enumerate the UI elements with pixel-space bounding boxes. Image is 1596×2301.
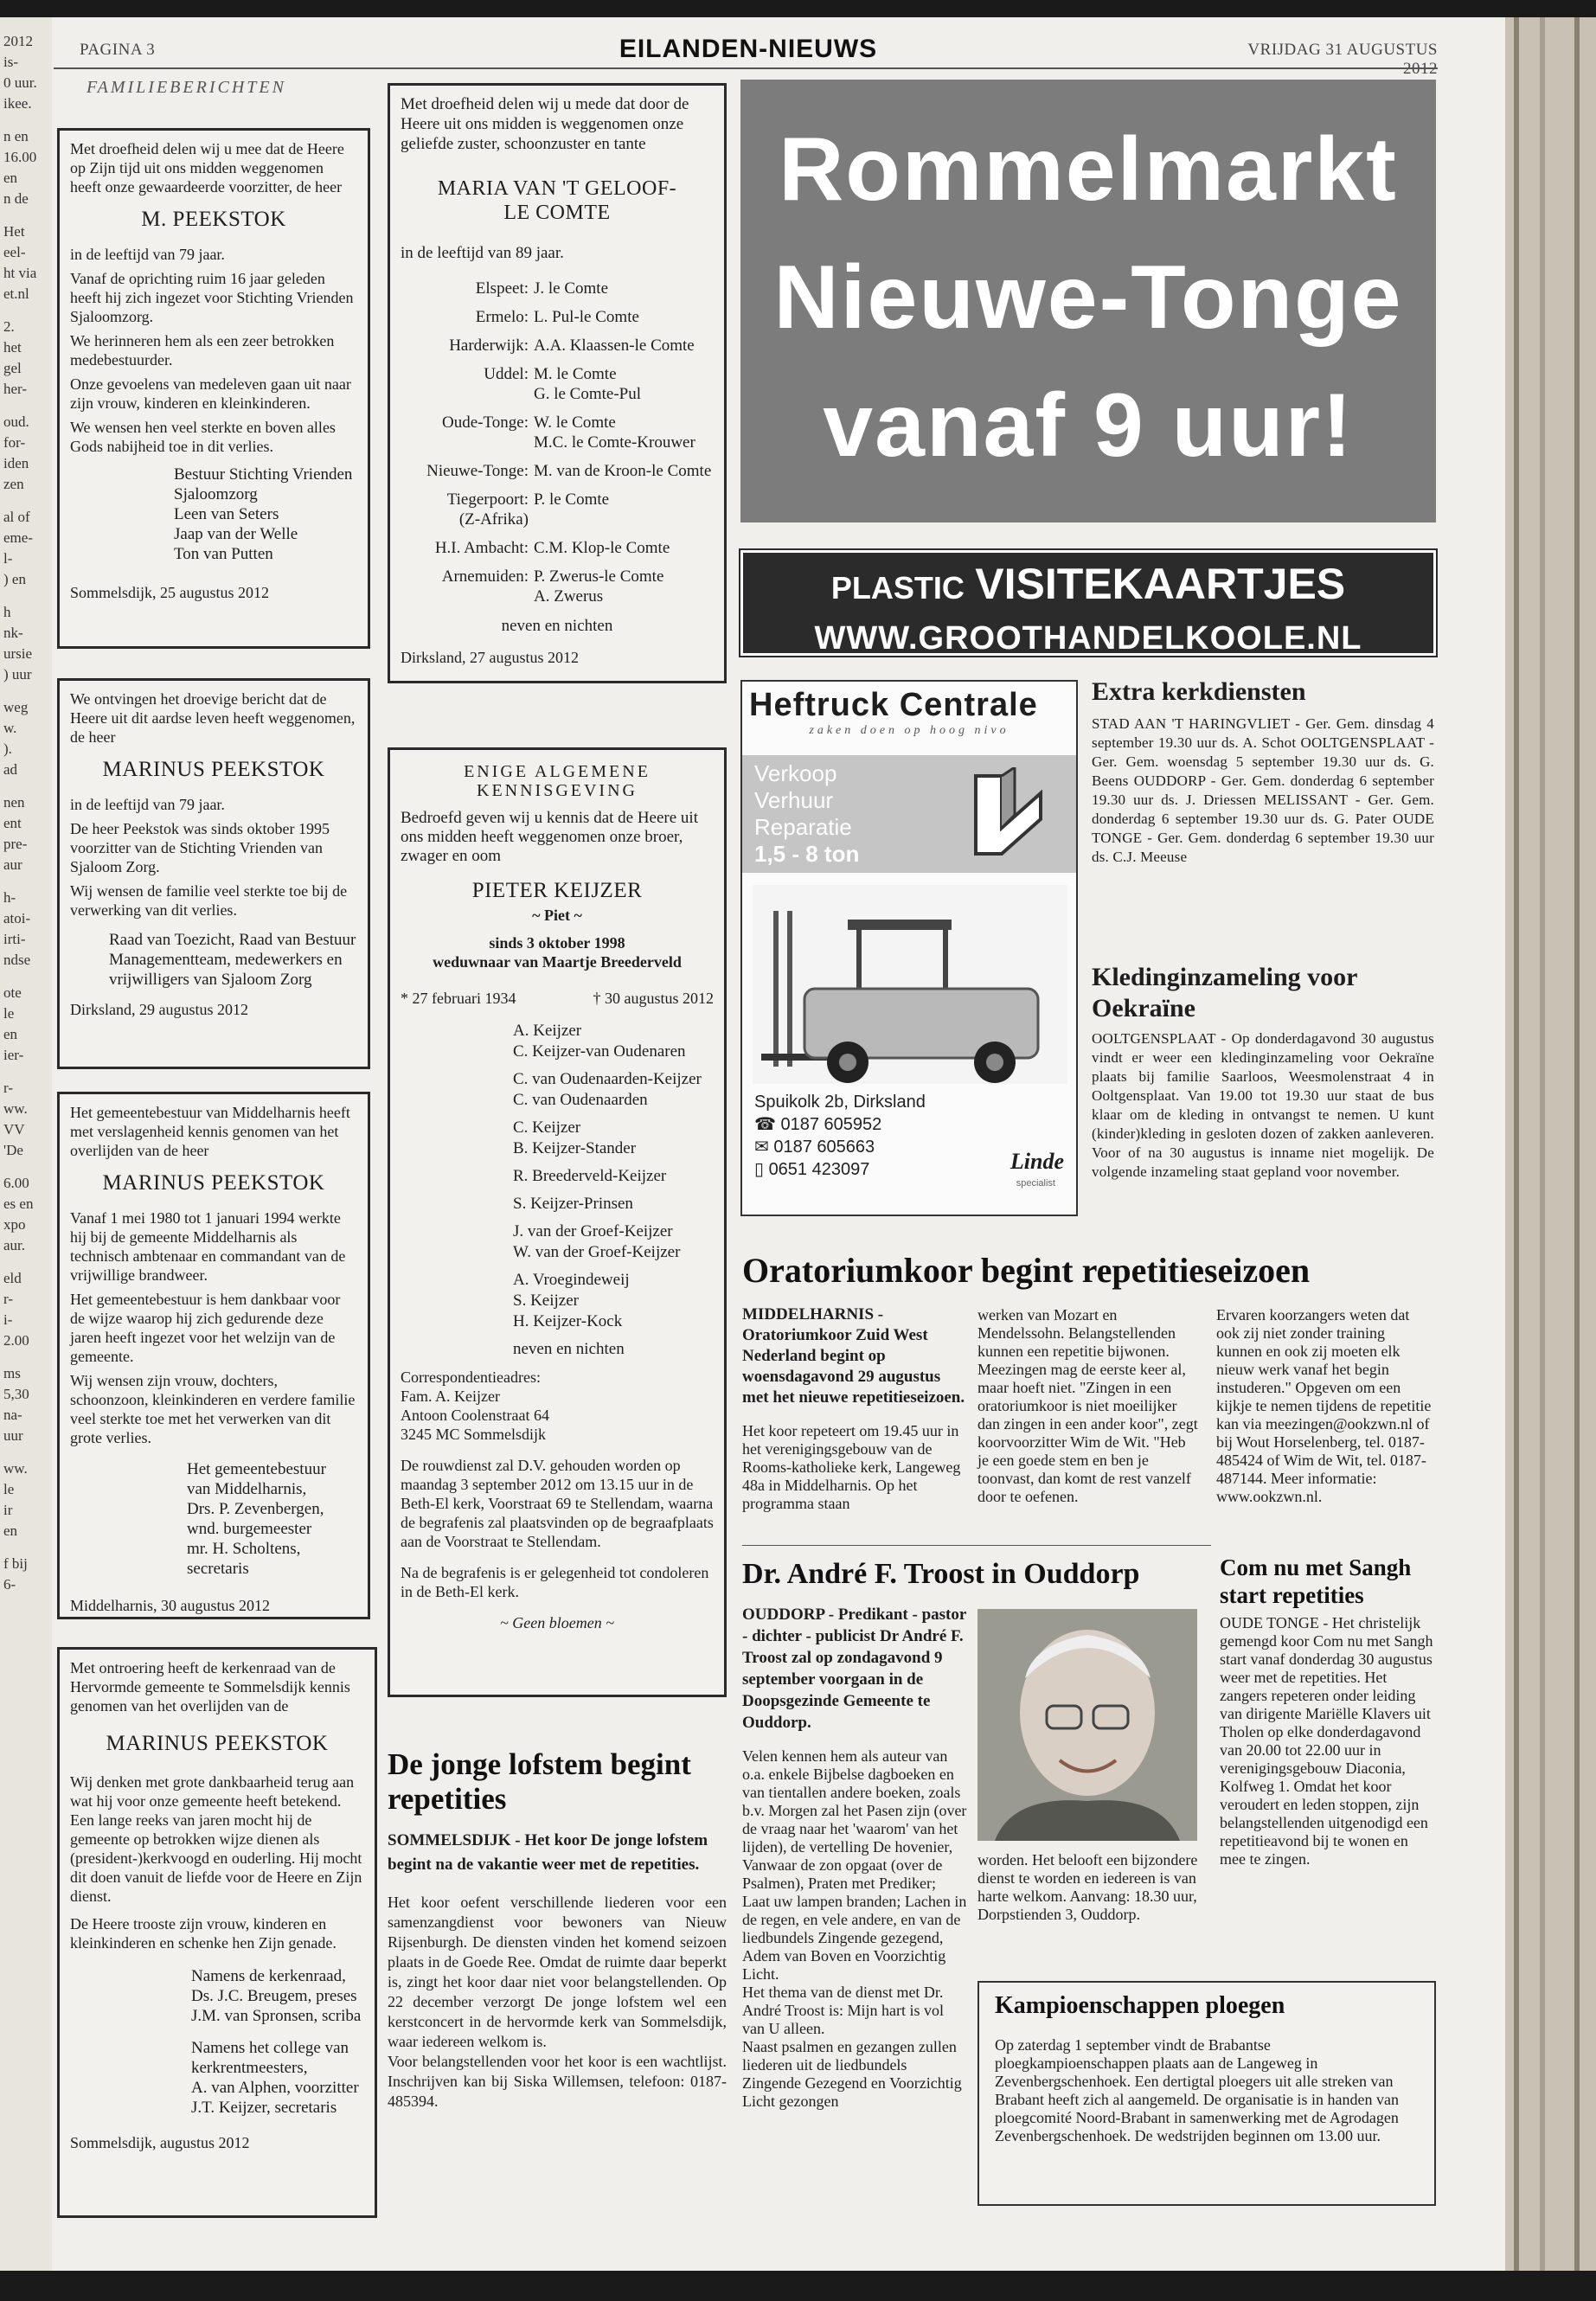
paper-name: EILANDEN-NIEUWS (619, 35, 878, 63)
prev-page-fragment: 16.00 (3, 149, 37, 165)
prev-page-fragment: ). (3, 740, 12, 757)
prev-page-fragment: eme- (3, 529, 33, 546)
prev-page-fragment: atoi- (3, 910, 31, 926)
prev-page-fragment: zen (3, 476, 24, 492)
mobile-icon: ▯ (754, 1160, 769, 1179)
prev-page-fragment: irti- (3, 931, 26, 947)
rule (742, 1545, 1211, 1546)
prev-page-fragment: r- (3, 1080, 13, 1096)
article-kledinginzameling: Kledinginzameling voor Oekraïne OOLTGENSPLAAT - Op donderdagavond 30 augustus vindt er weer een kledinginzameling voor Oekraïne plaats bij familie Saarloos, Weesmolenstraat 4 in Ooltgensplaat. Van 19.00 tot 19.30 uur staat de bus klaar om de kleding in ontvangst te nemen. U kunt (kinder)kleding in gesloten dozen of zakken aanleveren. Voor of na 30 augustus is inname niet mogelijk. De volgende inzameling staat gepland voor november. (1092, 963, 1434, 1180)
prev-page-fragment: en (3, 1026, 18, 1042)
prev-page-fragment: 2. (3, 318, 15, 335)
prev-page-fragment: ikee. (3, 95, 32, 112)
obituary-notice-keijzer: ENIGE ALGEMENE KENNISGEVING Bedroefd geven wij u kennis dat de Heere uit ons midden heeft weggenomen onze broer, zwager en oom PIETER KEIJZER ~ Piet ~ sinds 3 oktober 1998 weduwnaar van Maartje Breederveld * 27 februari 1934 † 30 augustus 2012 A. Keijzer C. Keijzer-van Oudenaren C. van Oudenaarden-Keijzer C. van Oudenaarden C. Keijzer B. Keijzer-Stander R. Breederveld-Keijzer S. Keijzer-Prinsen J. van der Groef-Keijzer W. van der Groef-Keijzer A. Vroegindeweij S. Keijzer H. Keijzer-Kock neven en nichten Correspondentieadres: Fam. A. Keijzer Antoon Coolenstraat 64 3245 MC Sommelsdijk De rouwdienst zal D.V. gehouden worden op maandag 3 september 2012 om 13.15 uur in de Beth-El kerk, Voorstraat 69 te Stellendam, waarna de begrafenis zal plaatsvinden op de begraafplaats aan de Voorstraat te Stellendam. Na de begrafenis is er gelegenheid tot condoleren in de Beth-El kerk. ~ Geen bloemen ~ (388, 747, 727, 1697)
prev-page-fragment: h (3, 604, 11, 620)
prev-page-fragment: eel- (3, 244, 26, 260)
prev-page-fragment: n de (3, 190, 29, 207)
prev-page-fragment: ote (3, 984, 22, 1001)
prev-page-fragment: 'De (3, 1142, 23, 1158)
prev-page-fragment: le (3, 1481, 15, 1497)
prev-page-fragment: Het (3, 223, 25, 240)
troost-col-2: worden. Het belooft een bijzondere dienst te worden en iedereen is van harte welkom. Aanvang: 18.30 uur, Dorpstienden 3, Ouddorp. (977, 1851, 1198, 1923)
prev-page-fragment: r- (3, 1291, 13, 1307)
prev-page-fragment: na- (3, 1407, 22, 1423)
binding-gutter (1505, 17, 1596, 2271)
troost-col-1: OUDDORP - Predikant - pastor - dichter - publicist Dr André F. Troost zal op zondagavond 9 september voorgaan in de Doopsgezinde Gemeente te Ouddorp. Velen kennen hem als auteur van o.a. enkele Bijbelse dagboeken en van tientallen andere boeken, zoals b.v. Morgen zal het Pasen zijn (over de vraag naar het 'waarom' van het lijden), de vertelling De hovenier, Vanwaar de zon opgaat (over de Psalmen), Praten met Prediker; Laat uw lampen branden; Lachen in de regen, en vele andere, en van de liedbundels Zingende gezegend, Adem van Boven en Voorzichtig Licht. Het thema van de dienst met Dr. André Troost is: Mijn hart is vol van U alleen. Naast psalmen en gezangen zullen liederen uit de liedbundels Zingende Gezegend en Voorzichtig Licht gezongen (742, 1606, 967, 2110)
prev-page-fragment: ww. (3, 1460, 28, 1477)
phone-icon: ☎ (754, 1115, 781, 1134)
section-title: FAMILIEBERICHTEN (87, 78, 286, 97)
oratorium-col-2: werken van Mozart en Mendelssohn. Belangstellenden kunnen een repetitie bijwonen. Meezingen mag de eerste keer al, maar hoeft niet. "Zingen in een oratoriumkoor is niet moeilijker dan zingen in een ander koor", zegt koorvoorzitter Wim de Wit. "Heb je een goede stem en ben je toonvast, dan komt de rest vanzelf door te oefenen. (977, 1306, 1198, 1505)
prev-page-fragment: eld (3, 1270, 22, 1286)
prev-page-fragment: 0 uur. (3, 74, 37, 91)
obituary-notice-comte: Met droefheid delen wij u mede dat door de Heere uit ons midden is weggenomen onze geliefde zuster, schoonzuster en tante MARIA VAN 'T GELOOF-LE COMTE in de leeftijd van 89 jaar. Elspeet: J. le Comte Ermelo: L. Pul-le Comte Harderwijk: A.A. Klaassen-le Comte Uddel: M. le Comte G. le Comte-Pul Oude-Tonge: W. le Comte M.C. le Comte-Krouwer Nieuwe-Tonge: M. van de Kroon-le Comte Tiegerpoort: P. le Comte (Z-Afrika) H.I. Ambacht: C.M. Klop-le Comte Arnemuiden: P. Zwerus-le Comte A. Zwerus neven en nichten Dirksland, 27 augustus 2012 (388, 83, 727, 683)
obituary-notice-1: Met droefheid delen wij u mee dat de Heere op Zijn tijd uit ons midden weggenomen heeft onze gewaardeerde voorzitter, de heer M. PEEKSTOK in de leeftijd van 79 jaar. Vanaf de oprichting ruim 16 jaar geleden heeft hij zich ingezet voor Stichting Vrienden Sjaloomzorg. We herinneren hem als een zeer betrokken medebestuurder. Onze gevoelens van medeleven gaan uit naar zijn vrouw, kinderen en kleinkinderen. We wensen hen veel sterkte en boven alles Gods nabijheid toe in dit verlies. Bestuur Stichting Vrienden Sjaloomzorg Leen van Seters Jaap van der Welle Ton van Putten Sommelsdijk, 25 augustus 2012 (57, 128, 370, 649)
prev-page-fragment: nk- (3, 625, 23, 641)
obituary-notice-4: Met ontroering heeft de kerkenraad van de Hervormde gemeente te Sommelsdijk kennis genomen van het overlijden van de MARINUS PEEKSTOK Wij denken met grote dankbaarheid terug aan wat hij voor onze gemeente heeft betekend. Een lange reeks van jaren mocht hij de gemeente op betrokken wijze dienen als (president-)kerkvoogd en ouderling. Hij mocht dit doen vanuit de liefde voor de Heere en Zijn dienst. De Heere trooste zijn vrouw, kinderen en kleinkinderen en schenke hen Zijn genade. Namens de kerkenraad, Ds. J.C. Breugem, preses J.M. van Spronsen, scriba Namens het college van kerkrentmeesters, A. van Alphen, voorzitter J.T. Keijzer, secretaris Sommelsdijk, augustus 2012 (57, 1647, 377, 2218)
prev-page-fragment: 2.00 (3, 1332, 29, 1349)
prev-page-fragment: f bij (3, 1555, 28, 1572)
prev-page-fragment: ht via (3, 265, 37, 281)
prev-page-fragment: for- (3, 434, 26, 451)
page-number: PAGINA 3 (80, 41, 156, 59)
prev-page-fragment: 5,30 (3, 1386, 29, 1402)
prev-page-fragment: n en (3, 128, 29, 144)
prev-page-fragment: ursie (3, 645, 33, 662)
forklift-photo (753, 885, 1067, 1084)
prev-page-fragment: l- (3, 550, 13, 567)
oratorium-col-3: Ervaren koorzangers weten dat ook zij niet zonder training kunnen en ook zij moeten elk nieuw werk vanaf het begin instuderen." Opgeven om een kijkje te nemen tijdens de repetitie kan via meezingen@ookzwn.nl of bij Wout Horselenberg, tel. 0187-485424 of Wim de Wit, tel. 0187-487144. Meer informatie: www.ookzwn.nl. (1216, 1306, 1432, 1505)
prev-page-fragment: weg (3, 699, 29, 715)
header-rule (54, 67, 1438, 69)
oratorium-col-1: MIDDELHARNIS - Oratoriumkoor Zuid West Nederland begint op woensdagavond 29 augustus met het nieuwe repetitieseizoen. Het koor repeteert om 19.45 uur in het verenigingsgebouw van de Rooms-katholieke kerk, Langeweg 48a in Middelharnis. Op het programma staan (742, 1305, 965, 1512)
article-lofstem: De jonge lofstem begint repetities SOMMELSDIJK - Het koor De jonge lofstem begint na de vakantie weer met de repetities. Het koor oefent verschillende liederen voor een samenzangdienst voor bewoners van Nieuw Rijsenburgh. De diensten vinden het komend seizoen plaats in de Goede Ree. Omdat de ruimte daar beperkt is, zingt het koor daar niet voor belangstellenden. Op 22 december verzorgt De jonge lofstem wel een kerstconcert in de hervormde kerk van Sommelsdijk, waar iedereen welkom is. Voor belangstellenden voor het koor is een wachtlijst. Inschrijven kan bij Siska Willemsen, telefoon: 0187-485394. (388, 1747, 727, 2110)
prev-page-fragment: het (3, 339, 22, 356)
linde-logo-sub: specialist (1016, 1178, 1055, 1189)
prev-page-fragment: en (3, 1522, 18, 1539)
heftruck-logo-icon (967, 767, 1054, 862)
prev-page-fragment: le (3, 1005, 15, 1022)
ad-visitekaartjes: PLASTIC VISITEKAARTJES WWW.GROOTHANDELKOOLE.NL (740, 550, 1436, 656)
prev-page-fragment: xpo (3, 1216, 26, 1233)
prev-page-fragment: es en (3, 1195, 34, 1212)
prev-page-fragment: et.nl (3, 285, 29, 302)
prev-page-fragment: en (3, 170, 18, 186)
prev-page-fragment: w. (3, 720, 17, 736)
linde-logo: Linde (1010, 1149, 1064, 1174)
prev-page-fragment: i- (3, 1311, 13, 1328)
prev-page-fragment: ndse (3, 952, 31, 968)
ad-rommelmarkt: Rommelmarkt Nieuwe-Tonge vanaf 9 uur! (740, 80, 1436, 522)
fax-icon: ✉ (754, 1138, 774, 1157)
prev-page-fragment: is- (3, 54, 18, 70)
prev-page-fragment: iden (3, 455, 29, 471)
prev-page-fragment: VV (3, 1121, 25, 1138)
prev-page-fragment: ) uur (3, 666, 32, 683)
obituary-notice-3: Het gemeentebestuur van Middelharnis heeft met verslagenheid kennis genomen van het overlijden van de heer MARINUS PEEKSTOK Vanaf 1 mei 1980 tot 1 januari 1994 werkte hij bij de gemeente Middelharnis als technisch ambtenaar en commandant van de vrijwillige brandweer. Het gemeentebestuur is hem dankbaar voor de wijze waarop hij zich gedurende deze jaren heeft ingezet voor het welzijn van de gemeente. Wij wensen zijn vrouw, dochters, schoonzoon, kleinkinderen en verdere familie veel sterkte toe met het verwerken van dit grote verlies. Het gemeentebestuur van Middelharnis, Drs. P. Zevenbergen, wnd. burgemeester mr. H. Scholtens, secretaris Middelharnis, 30 augustus 2012 (57, 1092, 370, 1619)
portrait-photo (977, 1609, 1197, 1841)
services-panel: Verkoop Verhuur Reparatie 1,5 - 8 ton (742, 755, 1076, 873)
prev-page-fragment: 6- (3, 1576, 16, 1593)
prev-page-fragment: nen (3, 794, 25, 811)
prev-page-fragment: her- (3, 381, 28, 397)
prev-page-fragment: h- (3, 889, 16, 906)
prev-page-fragment: aur. (3, 1237, 26, 1253)
prev-page-fragment: ent (3, 815, 22, 831)
prev-page-fragment: ir (3, 1502, 13, 1518)
prev-page-fragment: oud. (3, 413, 29, 430)
prev-page-fragment: gel (3, 360, 22, 376)
prev-page-fragment: ier- (3, 1047, 24, 1063)
issue-date: VRIJDAG 31 AUGUSTUS 2012 (1247, 41, 1438, 78)
prev-page-fragment: aur (3, 856, 22, 873)
prev-page-fragment: pre- (3, 836, 28, 852)
previous-page-edge (0, 17, 54, 2271)
prev-page-fragment: 2012 (3, 33, 33, 49)
prev-page-fragment: 6.00 (3, 1175, 29, 1191)
article-kampioenschappen: Kampioenschappen ploegen Op zaterdag 1 september vindt de Brabantse ploegkampioenschappen plaats aan de Langeweg in Zevenbergschenhoek. Een dertigtal ploegers uit alle streken van Brabant heeft zich al aangemeld. De organisatie is in handen van ploegcomité Noord-Brabant in samenwerking met de Agrodagen Zevenbergschenhoek. De wedstrijden beginnen om 13.00 uur. (977, 1981, 1436, 2206)
prev-page-fragment: ww. (3, 1100, 28, 1117)
obituary-notice-2: We ontvingen het droevige bericht dat de Heere uit dit aardse leven heeft weggenomen, de heer MARINUS PEEKSTOK in de leeftijd van 79 jaar. De heer Peekstok was sinds oktober 1995 voorzitter van de Stichting Vrienden van Sjaloom Zorg. Wij wensen de familie veel sterkte toe bij de verwerking van dit verlies. Raad van Toezicht, Raad van Bestuur Managementteam, medewerkers en vrijwilligers van Sjaloom Zorg Dirksland, 29 augustus 2012 (57, 678, 370, 1069)
ad-heftruck-centrale: Heftruck Centrale zaken doen op hoog nivo Verkoop Verhuur Reparatie 1,5 - 8 ton Spuikolk 2b, Dirksland ☎ 0187 605952 ✉ 0187 605663 ▯ 0651 423097 Linde specialist (740, 680, 1078, 1216)
prev-page-fragment: ms (3, 1365, 21, 1381)
prev-page-fragment: ) en (3, 571, 26, 587)
article-sangh: Com nu met Sangh start repetities OUDE TONGE - Het christelijk gemengd koor Com nu met Sangh start vanaf donderdag 30 augustus weer met de repetities. Het zangers repeteren onder leiding van dirigente Mariëlle Klavers uit Tholen op elke donderdagavond van 20.00 tot 22.00 uur in verenigingsgebouw Diaconia, Kolfweg 1. Omdat het koor veroudert en leden stoppen, zijn belangstellenden uitgenodigd een repetitieavond bij te wonen en mee te zingen. (1220, 1554, 1433, 1868)
prev-page-fragment: al of (3, 509, 30, 525)
prev-page-fragment: uur (3, 1427, 23, 1444)
article-kerkdiensten: Extra kerkdiensten STAD AAN 'T HARINGVLIET - Ger. Gem. dinsdag 4 september 19.30 uur ds. A. Schot OOLTGENSPLAAT - Ger. Gem. woensdag 5 september 19.30 uur ds. G. Beens OUDDORP - Ger. Gem. donderdag 6 september 19.30 uur ds. J. Driessen MELISSANT - Ger. Gem. donderdag 6 september 19.30 uur ds. G. Pater OUDE TONGE - Ger. Gem. donderdag 6 september 19.30 uur ds. C.J. Meeuse (1092, 677, 1434, 865)
prev-page-fragment: ad (3, 761, 18, 778)
article-troost: Dr. André F. Troost in Ouddorp (742, 1558, 1140, 1590)
article-oratoriumkoor: Oratoriumkoor begint repetitieseizoen (742, 1251, 1311, 1290)
